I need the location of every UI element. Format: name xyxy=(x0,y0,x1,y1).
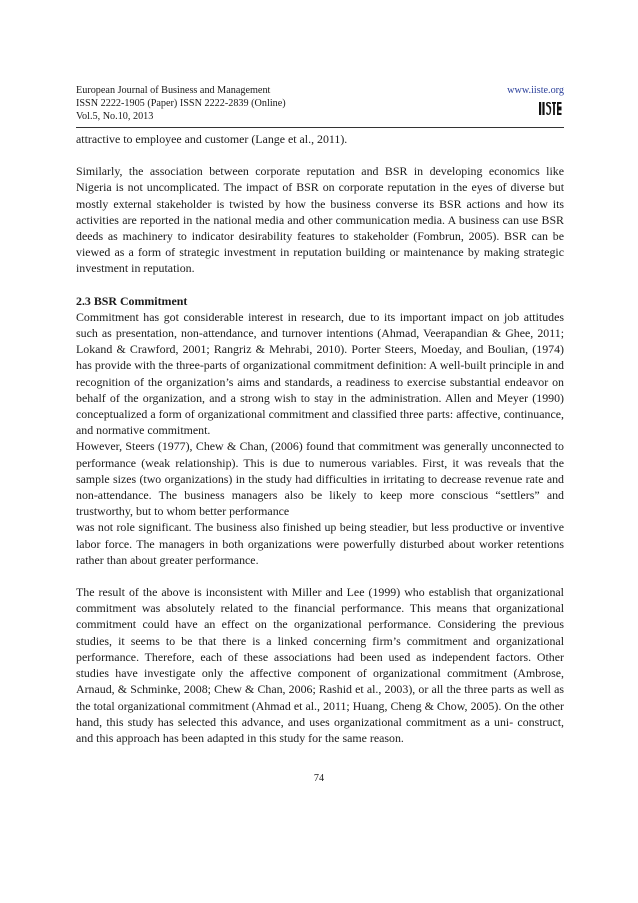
journal-url-link[interactable]: www.iiste.org xyxy=(507,85,564,96)
paragraph: Commitment has got considerable interest in research, due to its important impact on job attitudes such as presentation, non-attendance, and turnover intentions (Ahmad, Veerapandian & Ghee, 2011; Lokand & Crawford, 2001; Rangriz & Mehrabi, 2010). Porter Steers, Moeday, and Boulian, (1974) has provide with the three-parts of organizational commitment definition: A well-built principle in and recognition of the organization’s aims and standards, a readiness to exercise substantial endeavor on behalf of the organization, and a strong wish to stay in the administration. Allen and Meyer (1990) conceptualized a form of organizational commitment and classified three parts: affective, continuance, and normative commitment. xyxy=(76,309,564,438)
paragraph: Similarly, the association between corporate reputation and BSR in developing economics like Nigeria is not uncomplicated. The impact of BSR on corporate reputation in the eyes of diverse but mostly external stakeholder is twisted by how the business converse its BSR actions and how its activities are reported in the national media and other communication media. A business can use BSR deeds as machinery to indicator desirability features to stakeholder (Fombrun, 2005). BSR can be viewed as a form of strategic investment in reputation building or maintenance by making strategic investment in reputation. xyxy=(76,164,564,276)
article-body xyxy=(76,131,564,746)
paragraph-continuation: attractive to employee and customer (Lange et al., 2011). xyxy=(76,132,348,146)
page-number: 74 xyxy=(313,773,325,784)
running-header xyxy=(76,84,564,123)
iiste-logo xyxy=(538,99,562,117)
volume-line: Vol.5, No.10, 2013 xyxy=(76,111,154,122)
journal-name: European Journal of Business and Management xyxy=(76,85,271,96)
paragraph: However, Steers (1977), Chew & Chan, (2006) found that commitment was generally unconnected to performance (weak relationship). This is due to numerous variables. First, it was reveals that the sample sizes (two organizations) in the study had difficulties in irritating to decrease revenue rate and non-attendance. The business managers also be likely to keep more conscious “settlers” and trustworthy, but to whom better performance xyxy=(76,439,564,519)
section-heading: 2.3 BSR Commitment xyxy=(76,293,188,308)
issn-line: ISSN 2222-1905 (Paper) ISSN 2222-2839 (Online) xyxy=(76,98,286,109)
paragraph: was not role significant. The business also finished up being steadier, but less productive or inventive labor force. The managers in both organizations were powerfully disturbed about worker retentions rather than about greater performance. xyxy=(76,520,564,567)
paragraph: The result of the above is inconsistent with Miller and Lee (1999) who establish that organizational commitment was absolutely related to the financial performance. This means that organizational commitment could have an effect on the organizational performance. Considering the previous studies, it seems to be that there is a linked concerning firm’s commitment and organizational performance. Therefore, each of these associations had been used as independent factors. Other studies have investigate only the affective component of organizational commitment (Ambrose, Arnaud, & Schminke, 2008; Chew & Chan, 2006; Rashid et al., 2003), or all the three parts as well as the total organizational commitment (Ahmad et al., 2011; Huang, Cheng & Chow, 2005). On the other hand, this study has selected this advance, and uses organizational commitment as a uni- construct, and this approach has been adapted in this study for the same reason. xyxy=(76,585,564,745)
header-divider xyxy=(76,127,564,128)
